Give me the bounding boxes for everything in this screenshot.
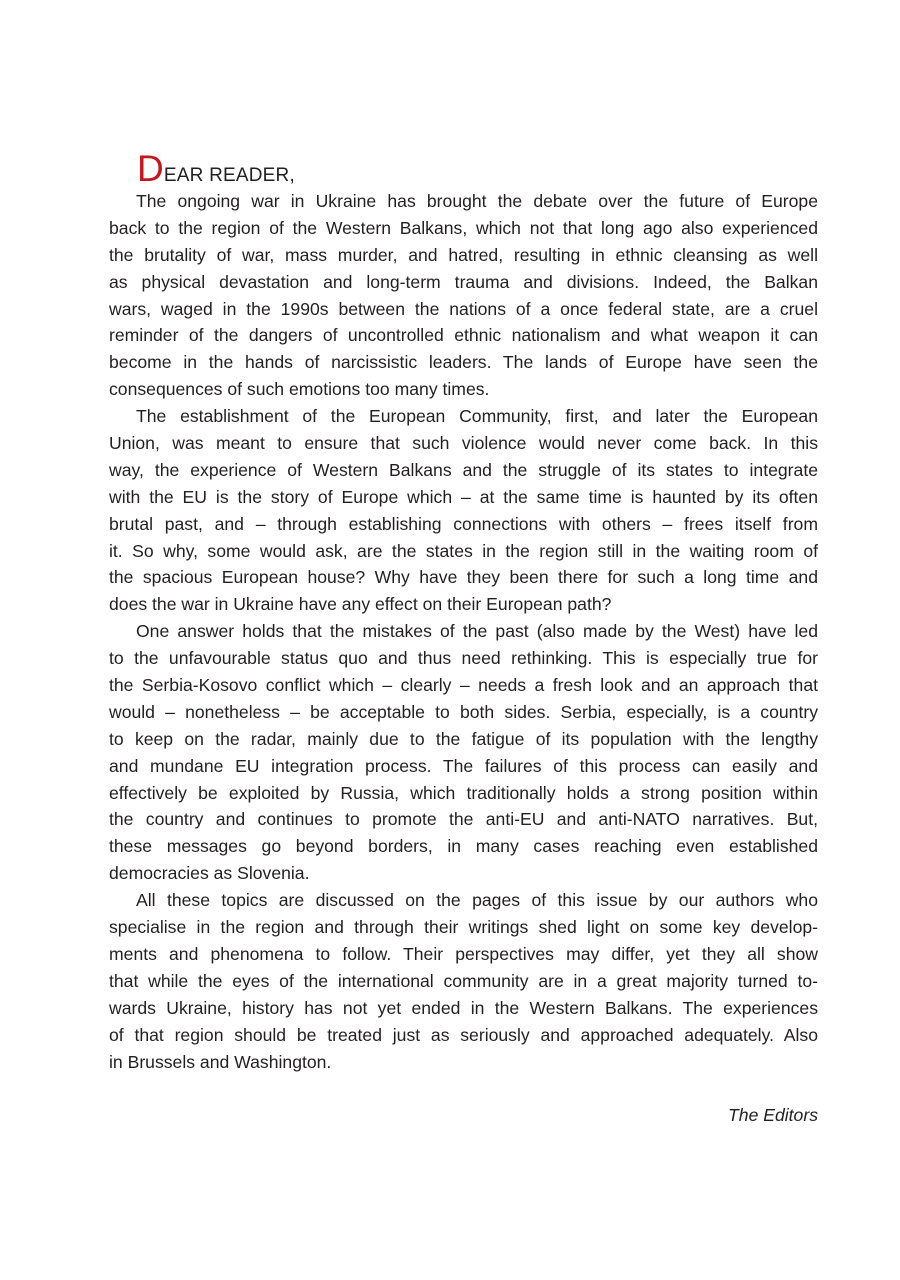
paragraph [109, 403, 818, 618]
text-line: and mundane EU integration process. The failures of this process can easily and [109, 755, 818, 776]
text-line: The establishment of the European Community, first, and later the European [136, 406, 818, 427]
text-line: as physical devastation and long-term trauma and divisions. Indeed, the Balkan [109, 271, 818, 292]
text-line: the spacious European house? Why have they been there for such a long time and [109, 567, 818, 588]
text-line: the country and continues to promote the anti-EU and anti-NATO narratives. But, [109, 809, 818, 830]
text-line: back to the region of the Western Balkans, which not that long ago also experienced [109, 217, 818, 238]
text-line: ments and phenomena to follow. Their perspectives may differ, yet they all show [109, 943, 818, 964]
text-line: effectively be exploited by Russia, which traditionally holds a strong position within [109, 782, 818, 803]
text-line: consequences of such emotions too many times. [109, 379, 490, 400]
text-line: specialise in the region and through their writings shed light on some key develop- [109, 917, 818, 938]
paragraph [109, 188, 818, 403]
paragraph [109, 887, 818, 1075]
text-line: reminder of the dangers of uncontrolled ethnic nationalism and what weapon it can [109, 325, 818, 346]
text-line: become in the hands of narcissistic leaders. The lands of Europe have seen the [109, 352, 818, 373]
text-line: democracies as Slovenia. [109, 863, 310, 884]
letter-body [109, 188, 818, 1075]
signature: The Editors [728, 1105, 818, 1125]
text-line: The ongoing war in Ukraine has brought the debate over the future of Europe [136, 191, 818, 211]
text-line: would – nonetheless – be acceptable to both sides. Serbia, especially, is a country [109, 701, 818, 722]
text-line: to keep on the radar, mainly due to the fatigue of its population with the lengthy [109, 728, 818, 749]
text-line: it. So why, some would ask, are the states in the region still in the waiting room of [109, 540, 818, 561]
text-line: wards Ukraine, history has not yet ended in the Western Balkans. The experiences [109, 997, 818, 1018]
text-line: brutal past, and – through establishing connections with others – frees itself from [109, 513, 818, 534]
text-line: wars, waged in the 1990s between the nations of a once federal state, are a cruel [109, 298, 818, 319]
text-line: to the unfavourable status quo and thus need rethinking. This is especially true for [109, 648, 818, 669]
text-line: in Brussels and Washington. [109, 1051, 332, 1072]
paragraph [109, 618, 818, 887]
text-line: Union, was meant to ensure that such violence would never come back. In this [109, 433, 818, 454]
text-line: way, the experience of Western Balkans and the struggle of its states to integrate [109, 459, 818, 480]
text-line: does the war in Ukraine have any effect on their European path? [109, 594, 612, 615]
text-line: these messages go beyond borders, in many cases reaching even established [109, 836, 818, 857]
heading-text: EAR READER, [163, 165, 295, 186]
text-line: of that region should be treated just as seriously and approached adequately. Also [109, 1024, 818, 1045]
text-line: One answer holds that the mistakes of the past (also made by the West) have led [136, 621, 818, 642]
text-line: with the EU is the story of Europe which – at the same time is haunted by its often [109, 486, 818, 507]
page-heading [137, 150, 295, 187]
drop-cap: D [137, 148, 164, 189]
text-line: All these topics are discussed on the pages of this issue by our authors who [136, 890, 818, 911]
text-line: the Serbia-Kosovo conflict which – clearly – needs a fresh look and an approach that [109, 675, 818, 696]
text-line: the brutality of war, mass murder, and hatred, resulting in ethnic cleansing as well [109, 244, 818, 265]
text-line: that while the eyes of the international community are in a great majority turned to- [109, 970, 818, 991]
